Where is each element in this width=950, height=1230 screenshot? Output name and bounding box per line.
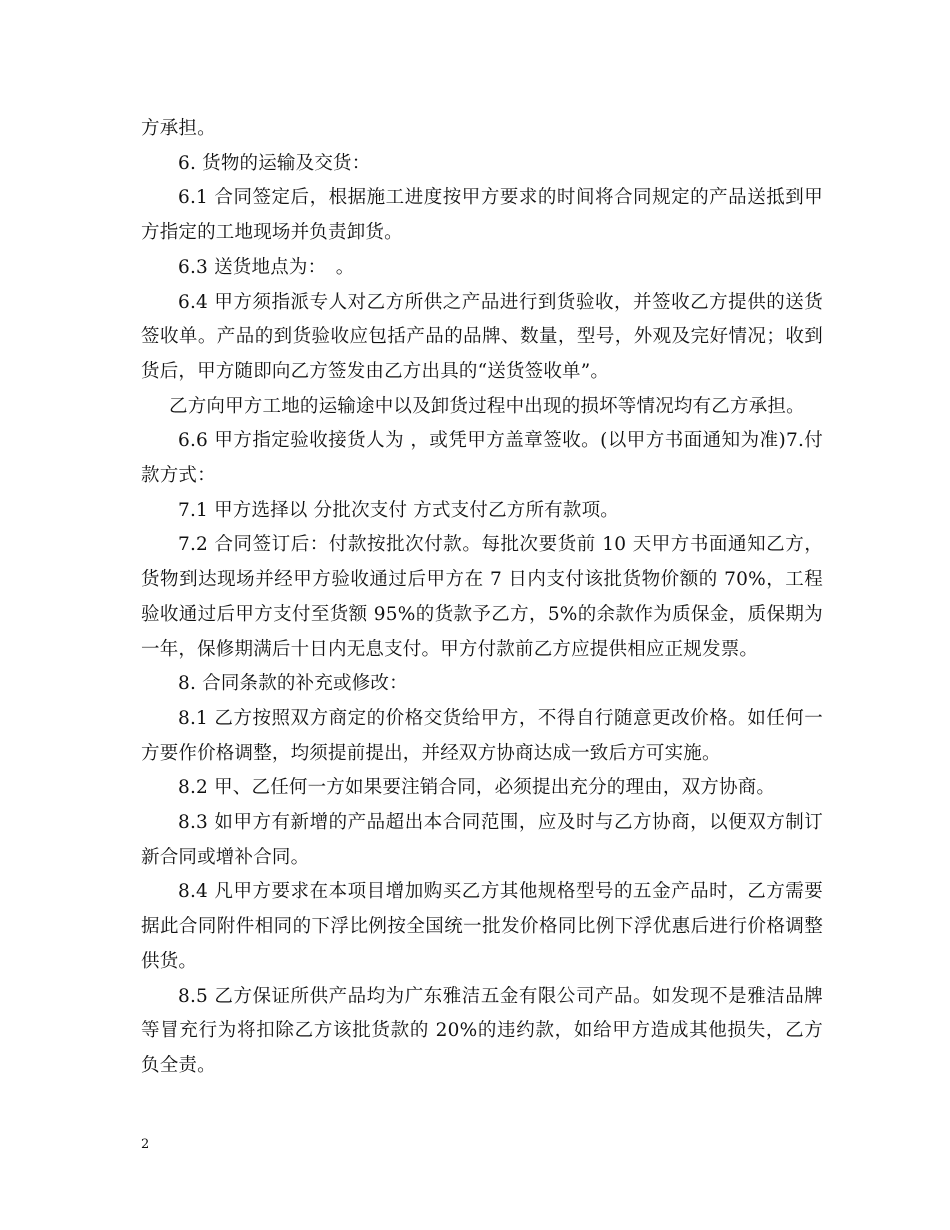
clause-8-3: 8.3 如甲方有新增的产品超出本合同范围，应及时与乙方协商，以便双方制订新合同或增补合同。 <box>141 812 823 868</box>
clause-6-4-note: 乙方向甲方工地的运输途中以及卸货过程中出现的损坏等情况均有乙方承担。 <box>169 395 805 417</box>
document-body <box>141 112 823 1084</box>
paragraph-continuation: 方承担。 <box>141 118 216 139</box>
clause-8-1: 8.1 乙方按照双方商定的价格交货给甲方，不得自行随意更改价格。如任何一方要作价格调整，均须提前提出，并经双方协商达成一致后方可实施。 <box>141 707 823 764</box>
clause-7-2: 7.2 合同签订后：付款按批次付款。每批次要货前 10 天甲方书面通知乙方，货物到达现场并经甲方验收通过后甲方在 7 日内支付该批货物价额的 70%，工程验收通过后甲方支付至货额 95%的货款予乙方，5%的余款作为质保金，质保期为一年，保修期满后十日内无息支付。甲方付款前乙方应提供相应正规发票。 <box>141 534 823 660</box>
clause-6-1: 6.1 合同签定后，根据施工进度按甲方要求的时间将合同规定的产品送抵到甲方指定的工地现场并负责卸货。 <box>141 187 823 244</box>
clause-6-3: 6.3 送货地点为： 。 <box>178 256 355 278</box>
section-8-heading: 8. 合同条款的补充或修改： <box>178 673 408 695</box>
page-number: 2 <box>141 1137 150 1152</box>
clause-8-2: 8.2 甲、乙任何一方如果要注销合同，必须提出充分的理由，双方协商。 <box>178 777 776 799</box>
section-6-heading: 6. 货物的运输及交货： <box>178 152 371 174</box>
clause-6-4: 6.4 甲方须指派专人对乙方所供之产品进行到货验收，并签收乙方提供的送货签收单。产品的到货验收应包括产品的品牌、数量，型号，外观及完好情况；收到货后，甲方随即向乙方签发由乙方出具的“送货签收单”。 <box>141 291 823 382</box>
clause-8-5: 8.5 乙方保证所供产品均为广东雅洁五金有限公司产品。如发现不是雅洁品牌等冒充行为将扣除乙方该批货款的 20%的违约款，如给甲方造成其他损失，乙方负全责。 <box>141 985 823 1076</box>
clause-8-4: 8.4 凡甲方要求在本项目增加购买乙方其他规格型号的五金产品时，乙方需要据此合同附件相同的下浮比例按全国统一批发价格同比例下浮优惠后进行价格调整供货。 <box>141 881 823 972</box>
clause-7-1: 7.1 甲方选择以 分批次支付 方式支付乙方所有款项。 <box>178 499 619 521</box>
clause-6-6: 6.6 甲方指定验收接货人为 ，或凭甲方盖章签收。(以甲方书面通知为准)7.付款方式： <box>141 430 823 487</box>
